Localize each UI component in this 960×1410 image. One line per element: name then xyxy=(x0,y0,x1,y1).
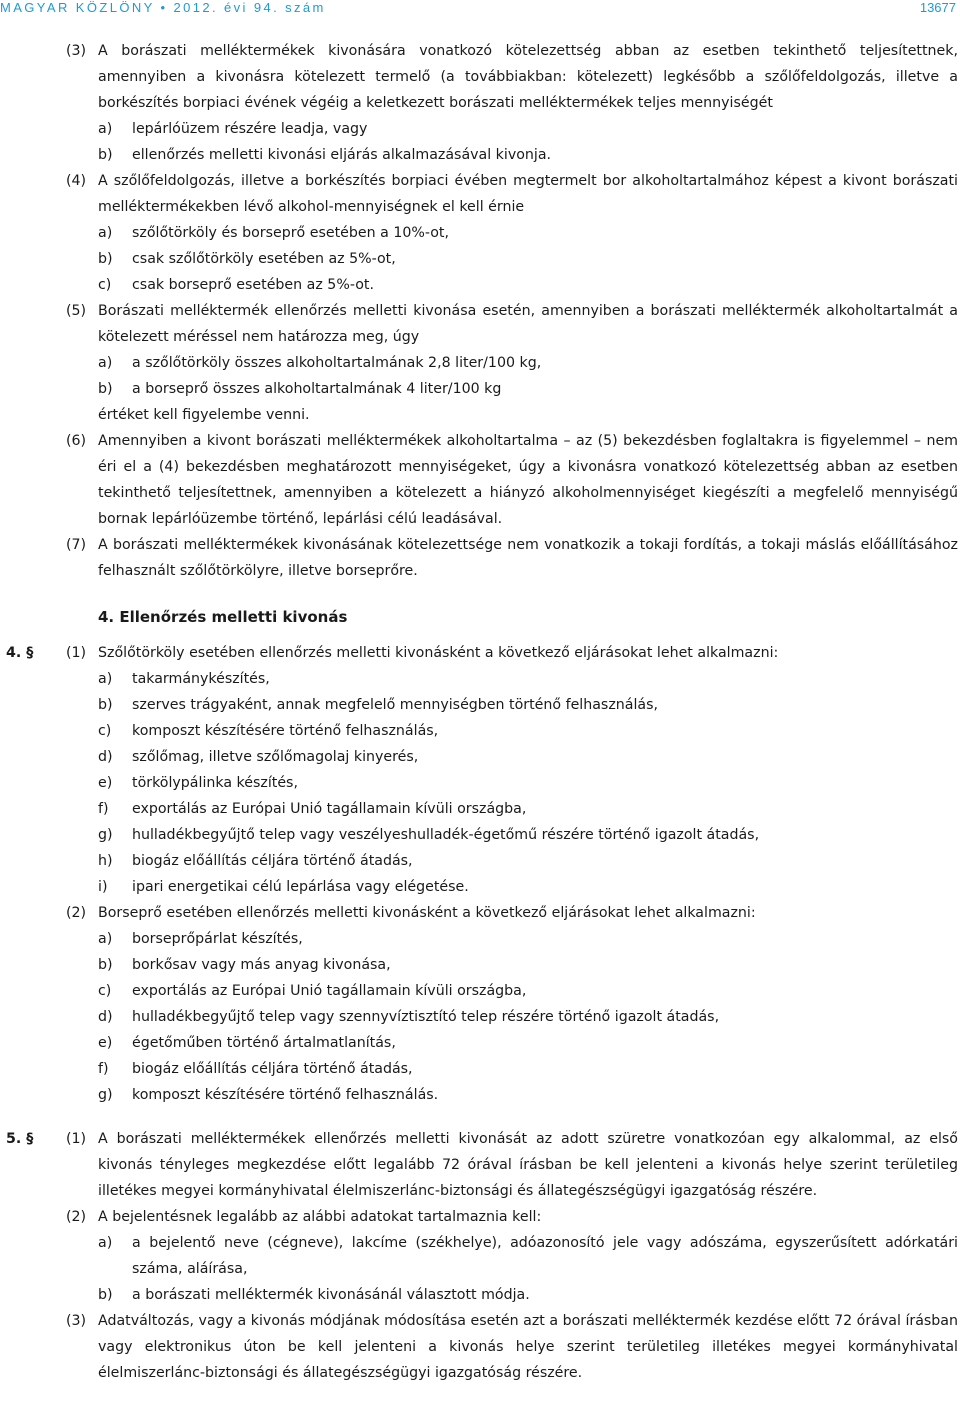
list-item xyxy=(0,1282,960,1308)
item-label: d) xyxy=(98,749,113,765)
item-label: g) xyxy=(98,1087,113,1103)
paragraph-number: (2) xyxy=(66,1209,87,1225)
item-text: csak szőlőtörköly esetében az 5%-ot, xyxy=(132,251,396,267)
journal-title: MAGYAR KÖZLÖNY • 2012. évi 94. szám xyxy=(0,0,326,15)
paragraph-number: (6) xyxy=(66,433,87,449)
section-number: 5. § xyxy=(6,1131,34,1147)
section-5-paragraph-3 xyxy=(0,1308,960,1386)
list-item xyxy=(0,246,960,272)
item-label: a) xyxy=(98,1235,113,1251)
item-label: b) xyxy=(98,147,113,163)
list-item xyxy=(0,692,960,718)
paragraph-text: Borseprő esetében ellenőrzés melletti kivonásként a következő eljárásokat lehet alkalmazni: xyxy=(98,905,756,921)
item-label: i) xyxy=(98,879,108,895)
item-text: exportálás az Európai Unió tagállamain kívüli országba, xyxy=(132,983,527,999)
list-item xyxy=(0,376,960,402)
paragraph-3 xyxy=(0,38,960,116)
item-label: b) xyxy=(98,957,113,973)
list-item xyxy=(0,1230,960,1282)
item-label: a) xyxy=(98,931,113,947)
paragraph-text: Adatváltozás, vagy a kivonás módjának módosítása esetén azt a borászati melléktermék kezdése előtt 72 órával írásban vagy elektronikus úton be kell jelenteni a kivonás helye szerint területileg illetékes megyei kormányhivatal élelmiszerlánc-biztonsági és állategészségügyi igazgatóság részére. xyxy=(98,1313,958,1381)
item-text: exportálás az Európai Unió tagállamain kívüli országba, xyxy=(132,801,527,817)
list-item xyxy=(0,666,960,692)
item-text: a bejelentő neve (cégneve), lakcíme (székhelye), adóazonosító jele vagy adószáma, egyszerűsített adórkatári száma, aláírása, xyxy=(132,1235,958,1277)
list-item xyxy=(0,350,960,376)
list-item xyxy=(0,874,960,900)
item-text: biogáz előállítás céljára történő átadás, xyxy=(132,853,413,869)
list-item xyxy=(0,1030,960,1056)
item-text: szerves trágyaként, annak megfelelő mennyiségben történő felhasználás, xyxy=(132,697,658,713)
list-item xyxy=(0,1056,960,1082)
paragraph-6 xyxy=(0,428,960,532)
paragraph-tail: értéket kell figyelembe venni. xyxy=(98,407,310,423)
item-label: b) xyxy=(98,381,113,397)
list-item xyxy=(0,926,960,952)
paragraph-number: (1) xyxy=(66,1131,87,1147)
item-label: a) xyxy=(98,225,113,241)
list-item xyxy=(0,220,960,246)
item-text: a borászati melléktermék kivonásánál választott módja. xyxy=(132,1287,530,1303)
item-label: f) xyxy=(98,1061,109,1077)
item-text: égetőműben történő ártalmatlanítás, xyxy=(132,1035,396,1051)
paragraph-number: (3) xyxy=(66,1313,87,1329)
paragraph-5 xyxy=(0,298,960,350)
section-number: 4. § xyxy=(6,645,34,661)
list-item xyxy=(0,272,960,298)
paragraph-text: A borászati melléktermékek kivonásának kötelezettsége nem vonatkozik a tokaji fordítás, a tokaji máslás előállításához felhasznált szőlőtörkölyre, illetve borseprőre. xyxy=(98,537,958,579)
item-label: b) xyxy=(98,1287,113,1303)
paragraph-text: Szőlőtörköly esetében ellenőrzés melletti kivonásként a következő eljárásokat lehet alkalmazni: xyxy=(98,645,779,661)
list-item xyxy=(0,1082,960,1108)
item-text: a szőlőtörköly összes alkoholtartalmának 2,8 liter/100 kg, xyxy=(132,355,542,371)
item-label: e) xyxy=(98,1035,113,1051)
item-label: a) xyxy=(98,671,113,687)
section-4-paragraph-1 xyxy=(0,640,960,666)
item-text: borseprőpárlat készítés, xyxy=(132,931,303,947)
item-text: borkősav vagy más anyag kivonása, xyxy=(132,957,391,973)
item-text: szőlőmag, illetve szőlőmagolaj kinyerés, xyxy=(132,749,419,765)
item-label: c) xyxy=(98,983,112,999)
paragraph-4 xyxy=(0,168,960,220)
section-4-paragraph-2 xyxy=(0,900,960,926)
list-item xyxy=(0,952,960,978)
item-text: hulladékbegyűjtő telep vagy szennyvíztisztító telep részére történő igazolt átadás, xyxy=(132,1009,720,1025)
paragraph-number: (1) xyxy=(66,645,87,661)
item-text: lepárlóüzem részére leadja, vagy xyxy=(132,121,368,137)
item-label: a) xyxy=(98,355,113,371)
section-5-paragraph-1 xyxy=(0,1126,960,1204)
paragraph-number: (4) xyxy=(66,173,87,189)
paragraph-text: A borászati melléktermékek ellenőrzés melletti kivonását az adott szüretre vonatkozóan egy alkalommal, az első kivonás tényleges megkezdése előtt legalább 72 órával írásban be kell jelenteni a kivonás helye szerint területileg illetékes megyei kormányhivatal élelmiszerlánc-biztonsági és állategészségügyi igazgatóság részére. xyxy=(98,1131,958,1199)
paragraph-number: (2) xyxy=(66,905,87,921)
item-label: c) xyxy=(98,277,112,293)
item-text: a borseprő összes alkoholtartalmának 4 liter/100 kg xyxy=(132,381,502,397)
item-text: komposzt készítésére történő felhasználás. xyxy=(132,1087,439,1103)
paragraph-number: (5) xyxy=(66,303,87,319)
item-text: biogáz előállítás céljára történő átadás, xyxy=(132,1061,413,1077)
item-text: csak borseprő esetében az 5%-ot. xyxy=(132,277,374,293)
item-text: szőlőtörköly és borseprő esetében a 10%-ot, xyxy=(132,225,450,241)
page-number: 13677 xyxy=(919,0,956,15)
item-label: d) xyxy=(98,1009,113,1025)
item-text: hulladékbegyűjtő telep vagy veszélyeshulladék-égetőmű részére történő igazolt átadás, xyxy=(132,827,760,843)
item-label: b) xyxy=(98,697,113,713)
item-text: ipari energetikai célú lepárlása vagy elégetése. xyxy=(132,879,469,895)
item-text: ellenőrzés melletti kivonási eljárás alkalmazásával kivonja. xyxy=(132,147,552,163)
item-label: f) xyxy=(98,801,109,817)
list-item xyxy=(0,822,960,848)
paragraph-number: (3) xyxy=(66,43,87,59)
paragraph-number: (7) xyxy=(66,537,87,553)
list-item xyxy=(0,116,960,142)
page-header xyxy=(0,0,960,16)
paragraph-text: Amennyiben a kivont borászati melléktermékek alkoholtartalma – az (5) bekezdésben foglaltakra is figyelemmel – nem éri el a (4) bekezdésben meghatározott mennyiségeket, úgy a kivonásra vonatkozó kötelezettség abban az esetben tekinthető teljesítettnek, amennyiben a kötelezett a hiányzó alkoholmennyiséget kiegészíti a megfelelő mennyiségű bornak lepárlóüzembe történő, lepárlási célú leadásával. xyxy=(98,433,958,527)
document-body xyxy=(0,38,960,1386)
list-item xyxy=(0,744,960,770)
item-label: g) xyxy=(98,827,113,843)
item-text: törkölypálinka készítés, xyxy=(132,775,298,791)
item-label: c) xyxy=(98,723,112,739)
paragraph-text: A szőlőfeldolgozás, illetve a borkészítés borpiaci évében megtermelt bor alkoholtartalmához képest a kivont borászati melléktermékekben lévő alkohol-mennyiségnek el kell érnie xyxy=(98,173,958,215)
paragraph-7 xyxy=(0,532,960,584)
item-label: b) xyxy=(98,251,113,267)
section-5-paragraph-2 xyxy=(0,1204,960,1230)
list-item xyxy=(0,718,960,744)
item-label: e) xyxy=(98,775,113,791)
item-label: a) xyxy=(98,121,113,137)
section-heading: 4. Ellenőrzés melletti kivonás xyxy=(98,608,348,626)
list-item xyxy=(0,142,960,168)
list-item xyxy=(0,770,960,796)
paragraph-text: Borászati melléktermék ellenőrzés melletti kivonása esetén, amennyiben a borászati melléktermék alkoholtartalmát a kötelezett méréssel nem határozza meg, úgy xyxy=(98,303,958,345)
list-item xyxy=(0,796,960,822)
paragraph-text: A borászati melléktermékek kivonására vonatkozó kötelezettség abban az esetben tekinthető teljesítettnek, amennyiben a kivonásra kötelezett termelő (a továbbiakban: kötelezett) legkésőbb a szőlőfeldolgozás, illetve a borkészítés borpiaci évének végéig a keletkezett borászati melléktermékek teljes mennyiségét xyxy=(98,43,958,111)
list-item xyxy=(0,978,960,1004)
list-item xyxy=(0,1004,960,1030)
item-text: komposzt készítésére történő felhasználás, xyxy=(132,723,439,739)
item-label: h) xyxy=(98,853,113,869)
item-text: takarmánykészítés, xyxy=(132,671,270,687)
list-item xyxy=(0,848,960,874)
paragraph-text: A bejelentésnek legalább az alábbi adatokat tartalmaznia kell: xyxy=(98,1209,542,1225)
